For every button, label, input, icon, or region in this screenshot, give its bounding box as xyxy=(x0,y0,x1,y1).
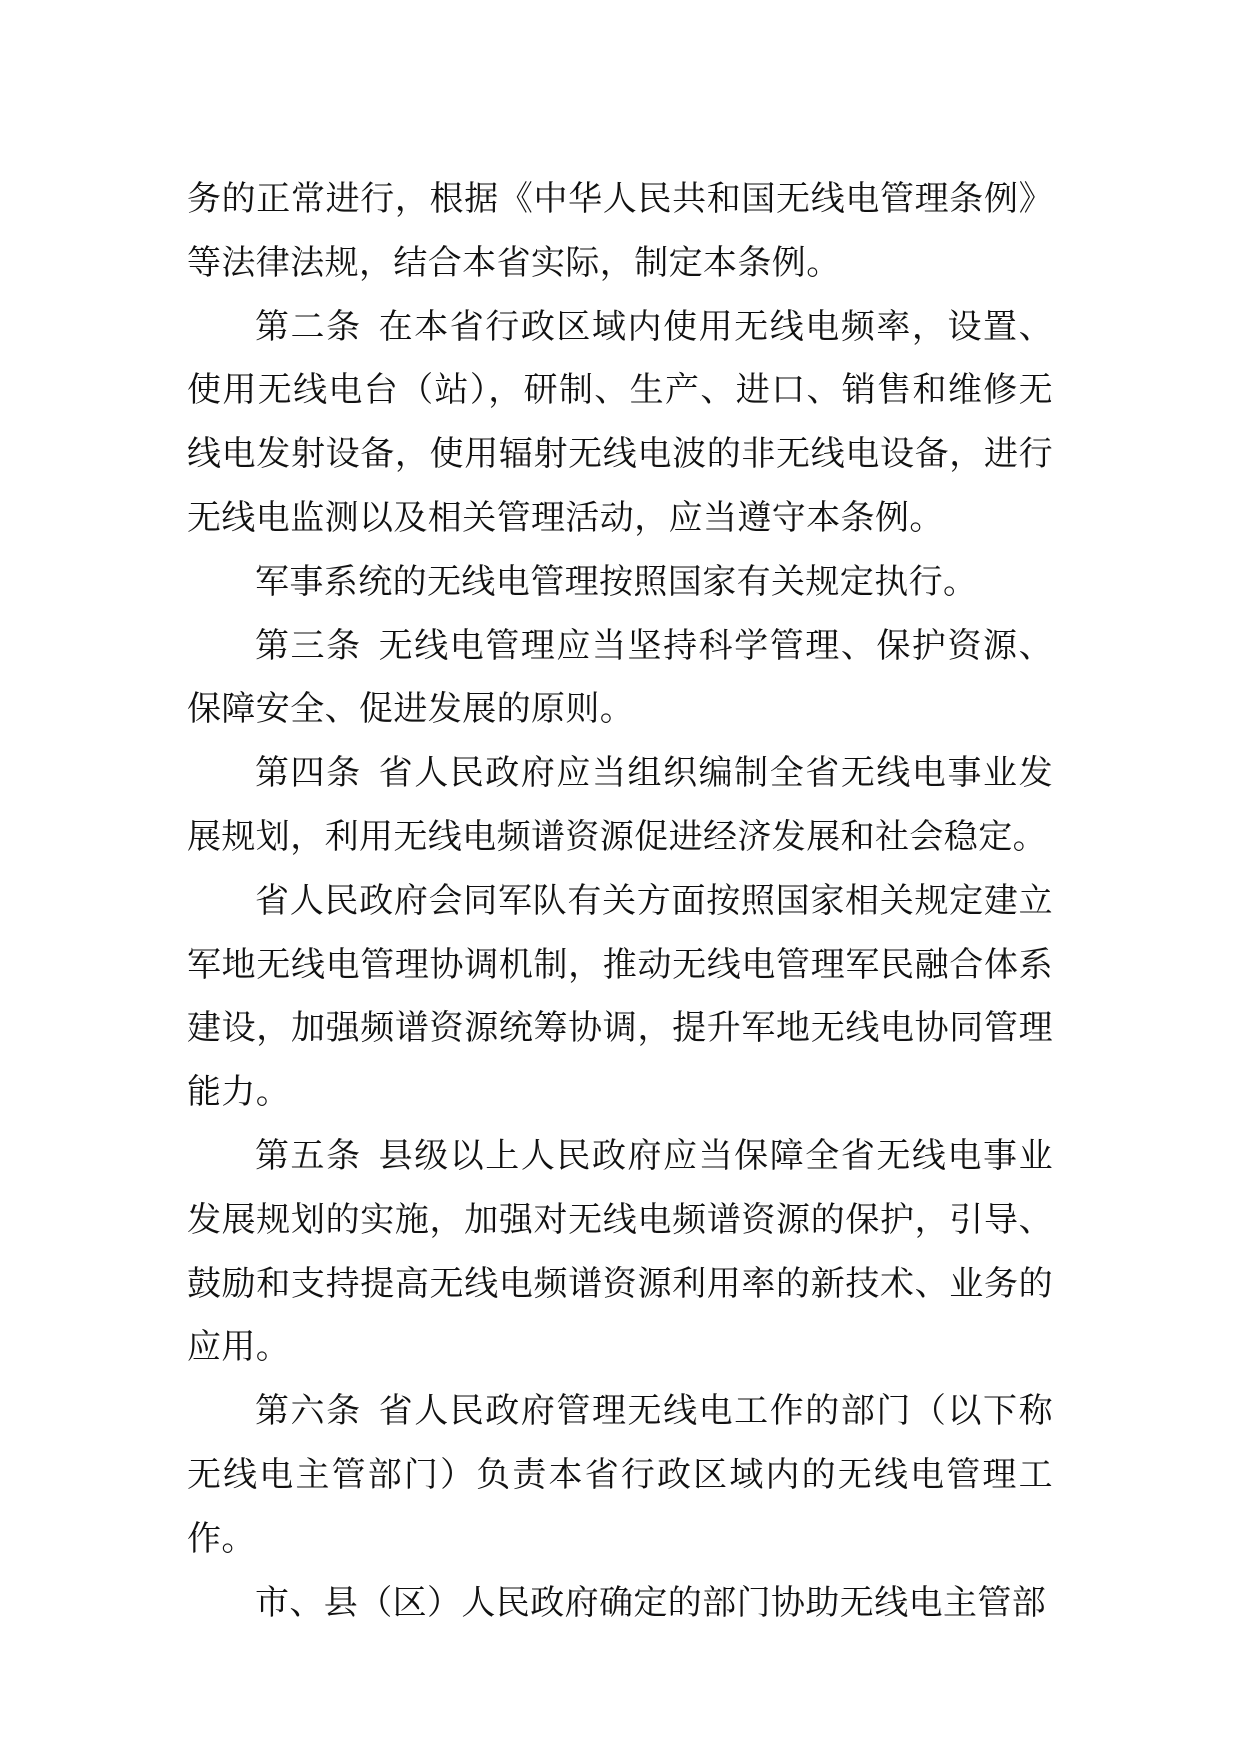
article-number: 第二条 xyxy=(255,306,362,347)
paragraph-article-2 xyxy=(187,296,1053,551)
article-number: 第六条 xyxy=(255,1391,362,1432)
paragraph-text: 军事系统的无线电管理按照国家有关规定执行。 xyxy=(255,561,978,602)
paragraph-text: 省人民政府应当组织编制全省无线电事业发展规划，利用无线电频谱资源促进经济发展和社会稳定。 xyxy=(187,753,1053,857)
paragraph-text: 省人民政府管理无线电工作的部门（以下称无线电主管部门）负责本省行政区域内的无线电管理工作。 xyxy=(187,1391,1053,1559)
article-number: 第三条 xyxy=(255,625,362,666)
paragraph-text: 县级以上人民政府应当保障全省无线电事业发展规划的实施，加强对无线电频谱资源的保护，引导、鼓励和支持提高无线电频谱资源利用率的新技术、业务的应用。 xyxy=(187,1135,1053,1368)
paragraph-text: 在本省行政区域内使用无线电频率，设置、使用无线电台（站），研制、生产、进口、销售和维修无线电发射设备，使用辐射无线电波的非无线电设备，进行无线电监测以及相关管理活动，应当遵守本条例。 xyxy=(187,306,1053,538)
paragraph-article-4 xyxy=(187,742,1053,870)
paragraph-article-5 xyxy=(187,1125,1053,1380)
paragraph-coordination xyxy=(187,870,1053,1125)
article-number: 第五条 xyxy=(255,1135,362,1176)
article-number: 第四条 xyxy=(255,753,362,794)
paragraph-article-6 xyxy=(187,1380,1053,1571)
paragraph-text: 务的正常进行，根据《中华人民共和国无线电管理条例》等法律法规，结合本省实际，制定本条例。 xyxy=(187,179,1053,283)
paragraph-text: 省人民政府会同军队有关方面按照国家相关规定建立军地无线电管理协调机制，推动无线电管理军民融合体系建设，加强频谱资源统筹协调，提升军地无线电协同管理能力。 xyxy=(187,880,1053,1113)
paragraph-text: 市、县（区）人民政府确定的部门协助无线电主管部 xyxy=(255,1582,1047,1623)
paragraph-continuation xyxy=(187,168,1053,296)
regulation-text xyxy=(187,168,1053,1635)
paragraph-military xyxy=(187,551,1053,615)
paragraph-local-government xyxy=(187,1572,1053,1636)
paragraph-article-3 xyxy=(187,615,1053,743)
paragraph-text: 无线电管理应当坚持科学管理、保护资源、保障安全、促进发展的原则。 xyxy=(187,625,1053,730)
